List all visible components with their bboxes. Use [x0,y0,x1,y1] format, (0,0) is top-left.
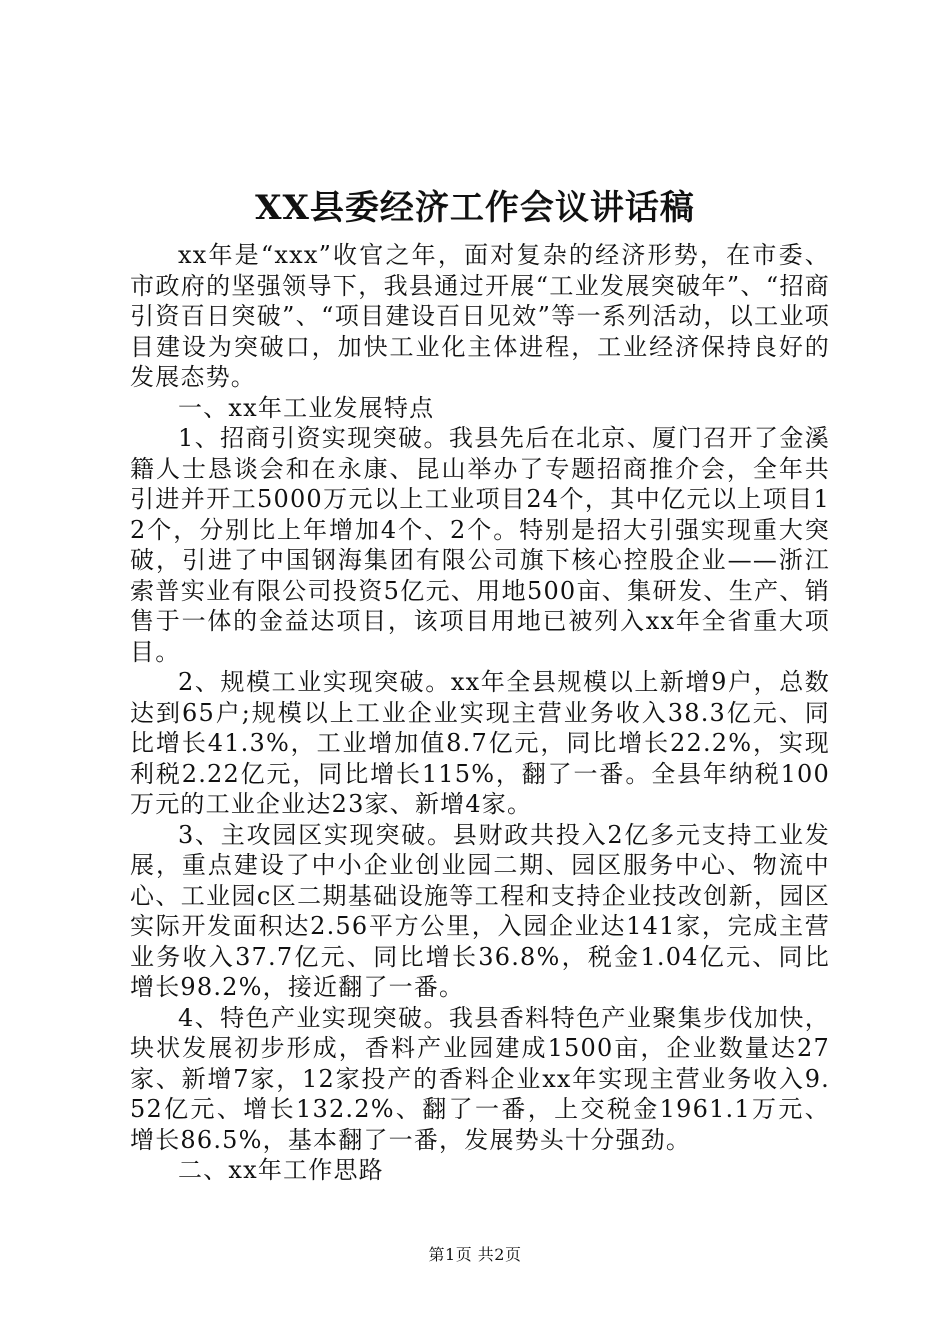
page-number-footer: 第1页 共2页 [428,1245,522,1264]
paragraph-specialty-industry: 4、特色产业实现突破。我县香料特色产业聚集步伐加快，块状发展初步形成，香料产业园建成1500亩，企业数量达27家、新增7家，12家投产的香料企业xx年实现主营业务收入9.52亿元、增长132.2%、翻了一番，上交税金1961.1万元、增长86.5%，基本翻了一番，发展势头十分强劲。 [130,1003,830,1154]
section-heading-2: 二、xx年工作思路 [178,1156,384,1184]
section-heading-1: 一、xx年工业发展特点 [178,393,435,422]
intro-paragraph: xx年是“xxx”收官之年，面对复杂的经济形势，在市委、市政府的坚强领导下，我县通过开展“工业发展突破年”、“招商引资百日突破”、“项目建设百日见效”等一系列活动，以工业项目建设为突破口，加快工业化主体进程，工业经济保持良好的发展态势。 [130,241,830,391]
paragraph-scale-industry: 2、规模工业实现突破。xx年全县规模以上新增9户，总数达到65户;规模以上工业企业实现主营业务收入38.3亿元、同比增长41.3%，工业增加值8.7亿元，同比增长22.2%，实现利税2.22亿元，同比增长115%，翻了一番。全县年纳税100万元的工业企业达23家、新增4家。 [130,668,830,818]
document-title: XX县委经济工作会议讲话稿 [255,188,695,228]
paragraph-industrial-park: 3、主攻园区实现突破。县财政共投入2亿多元支持工业发展，重点建设了中小企业创业园二期、园区服务中心、物流中心、工业园c区二期基础设施等工程和支持企业技改创新，园区实际开发面积达2.56平方公里，入园企业达141家，完成主营业务收入37.7亿元、同比增长36.8%，税金1.04亿元、同比增长98.2%，接近翻了一番。 [130,820,830,1001]
document-body [130,240,830,1186]
paragraph-investment: 1、招商引资实现突破。我县先后在北京、厦门召开了金溪籍人士恳谈会和在永康、昆山举办了专题招商推介会，全年共引进并开工5000万元以上工业项目24个，其中亿元以上项目12个，分别比上年增加4个、2个。特别是招大引强实现重大突破，引进了中国钢海集团有限公司旗下核心控股企业——浙江索普实业有限公司投资5亿元、用地500亩、集研发、生产、销售于一体的金益达项目，该项目用地已被列入xx年全省重大项目。 [130,424,830,666]
